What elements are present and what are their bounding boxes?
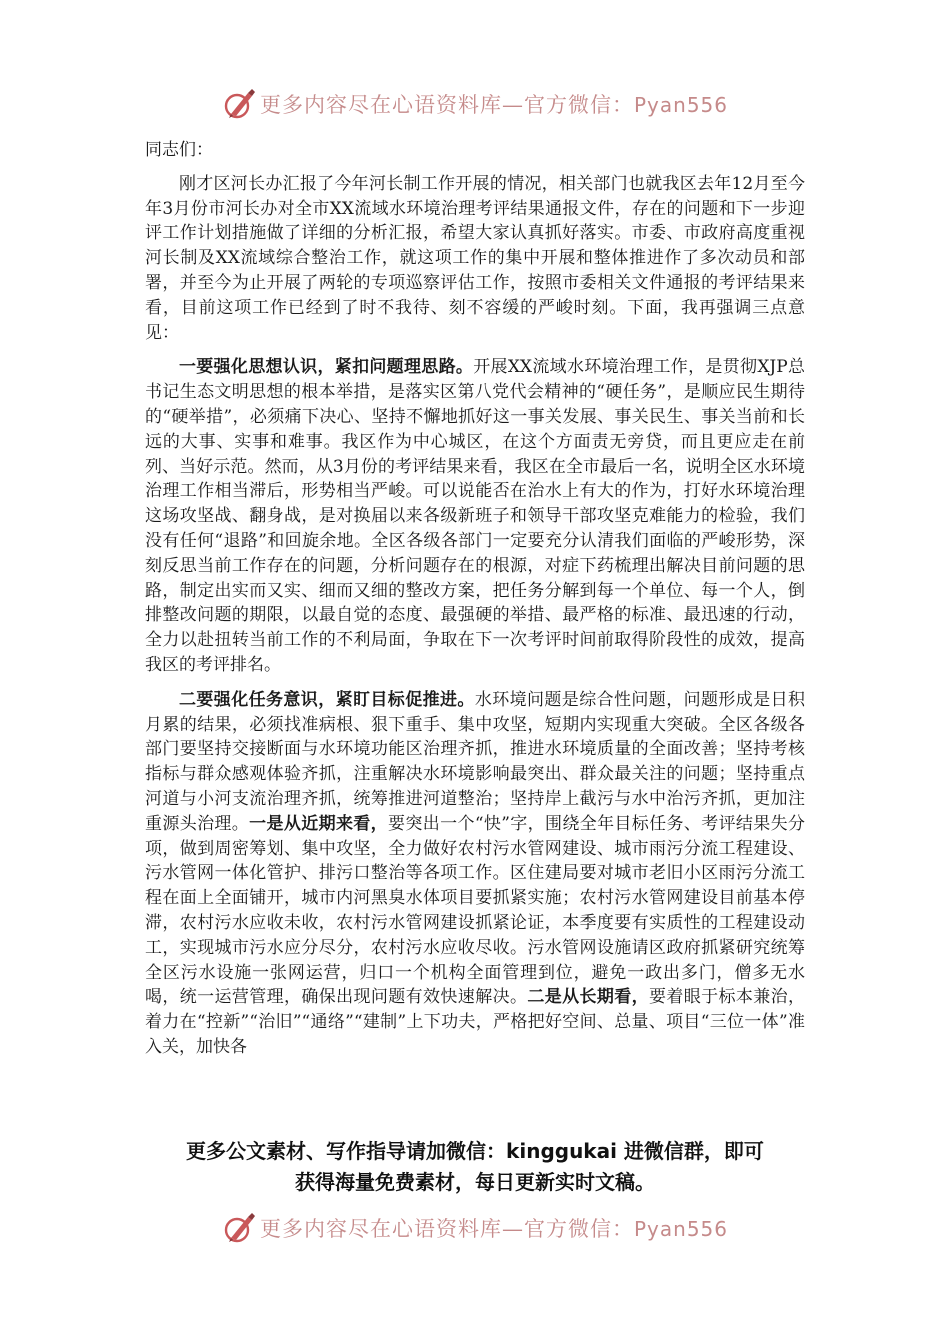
point-two-text-b: 要突出一个“快”字，围绕全年目标任务、考评结果失分项，做到周密筹划、集中攻坚，全力做好农村污水管网建设、城市雨污分流工程建设、污水管网一体化管护、排污口整治等各项工作。区住建局要对城市老旧小区雨污分流工程在面上全面铺开，城市内河黑臭水体项目要抓紧实施；农村污水管网建设目前基本停滞，农村污水应收未收，农村污水管网建设抓紧论证，本季度要有实质性的工程建设动工，实现城市污水应分尽分，农村污水应收尽收。污水管网设施请区政府抓紧研究统筹全区污水设施一张网运营，归口一个机构全面管理到位，避免一政出多门，僧多无水喝，统一运营管理，确保出现问题有效快速解决。 [145, 813, 806, 1008]
promo-line-2: 获得海量免费素材，每日更新实时文稿。 [295, 1170, 655, 1194]
point-one-heading: 一要强化思想认识，紧扣问题理思路。 [179, 357, 474, 378]
point-two-heading: 二要强化任务意识，紧盯目标促推进。 [179, 689, 475, 710]
point-one-text: 开展XX流域水环境治理工作，是贯彻XJP总书记生态文明思想的根本举措，是落实区第八党代会精神的“硬任务”，是顺应民生期待的“硬举措”，必须痛下决心、坚持不懈地抓好这一事关发展、事关民生、事关当前和长远的大事、实事和难事。我区作为中心城区，在这个方面责无旁贷，而且更应走在前列、当好示范。然而，从3月份的考评结果来看，我区在全市最后一名，说明全区水环境治理工作相当滞后，形势相当严峻。可以说能否在治水上有大的作为，打好水环境治理这场攻坚战、翻身战，是对换届以来各级新班子和领导干部攻坚克难能力的检验，我们没有任何“退路”和回旋余地。全区各级各部门一定要充分认清我们面临的严峻形势，深刻反思当前工作存在的问题，分析问题存在的根源，对症下药梳理出解决目前问题的思路，制定出实而又实、细而又细的整改方案，把任务分解到每一个单位、每一个人，倒排整改问题的期限，以最自觉的态度、最强硬的举措、最严格的标准、最迅速的行动，全力以赴扭转当前工作的不利局面，争取在下一次考评时间前取得阶段性的成效，提高我区的考评排名。 [145, 357, 805, 675]
point-one-paragraph [145, 355, 805, 677]
point-two-text-c: 要着眼于标本兼治，着力在“控新”“治旧”“通络”“建制”上下功夫，严格把好空间、总量、项目“三位一体”准入关，加快各 [145, 987, 806, 1057]
banner-text: 更多内容尽在心语资料库—官方微信：Pyan556 [259, 93, 728, 117]
pen-logo-icon [222, 87, 256, 121]
header-banner [0, 84, 950, 124]
pen-logo-icon [222, 1211, 256, 1245]
promo-notice [130, 1136, 820, 1198]
banner-handle: Pyan556 [633, 93, 728, 117]
banner-handle: Pyan556 [633, 1217, 728, 1241]
intro-paragraph: 刚才区河长办汇报了今年河长制工作开展的情况，相关部门也就我区去年12月至今年3月份市河长办对全市XX流域水环境治理考评结果通报文件，存在的问题和下一步迎评工作计划措施做了详细的分析汇报，希望大家认真抓好落实。市委、市政府高度重视河长制及XX流域综合整治工作，就这项工作的集中开展和整体推进作了多次动员和部署，并至今为止开展了两轮的专项巡察评估工作，按照市委相关文件通报的考评结果来看，目前这项工作已经到了时不我待、刻不容缓的严峻时刻。下面，我再强调三点意见： [145, 173, 805, 343]
promo-line-1: 更多公文素材、写作指导请加微信：kinggukai 进微信群，即可 [186, 1139, 764, 1163]
salutation: 同志们： [145, 140, 213, 160]
point-two-paragraph [145, 688, 805, 1060]
footer-banner [0, 1208, 950, 1248]
point-two-text-a: 水环境问题是综合性问题，问题形成是日积月累的结果，必须找准病根、狠下重手、集中攻坚，短期内实现重大突破。全区各级各部门要坚持交接断面与水环境功能区治理齐抓，推进水环境质量的全面改善；坚持考核指标与群众感观体验齐抓，注重解决水环境影响最突出、群众最关注的问题；坚持重点河道与小河支流治理齐抓，统筹推进河道整治；坚持岸上截污与水中治污齐抓，更加注重源头治理。 [145, 689, 806, 834]
banner-text: 更多内容尽在心语资料库—官方微信：Pyan556 [259, 1217, 728, 1241]
point-two-subheading-near-term: 一是从近期来看， [249, 813, 389, 834]
point-two-subheading-long-term: 二是从长期看， [527, 987, 649, 1008]
document-body [145, 138, 805, 1070]
